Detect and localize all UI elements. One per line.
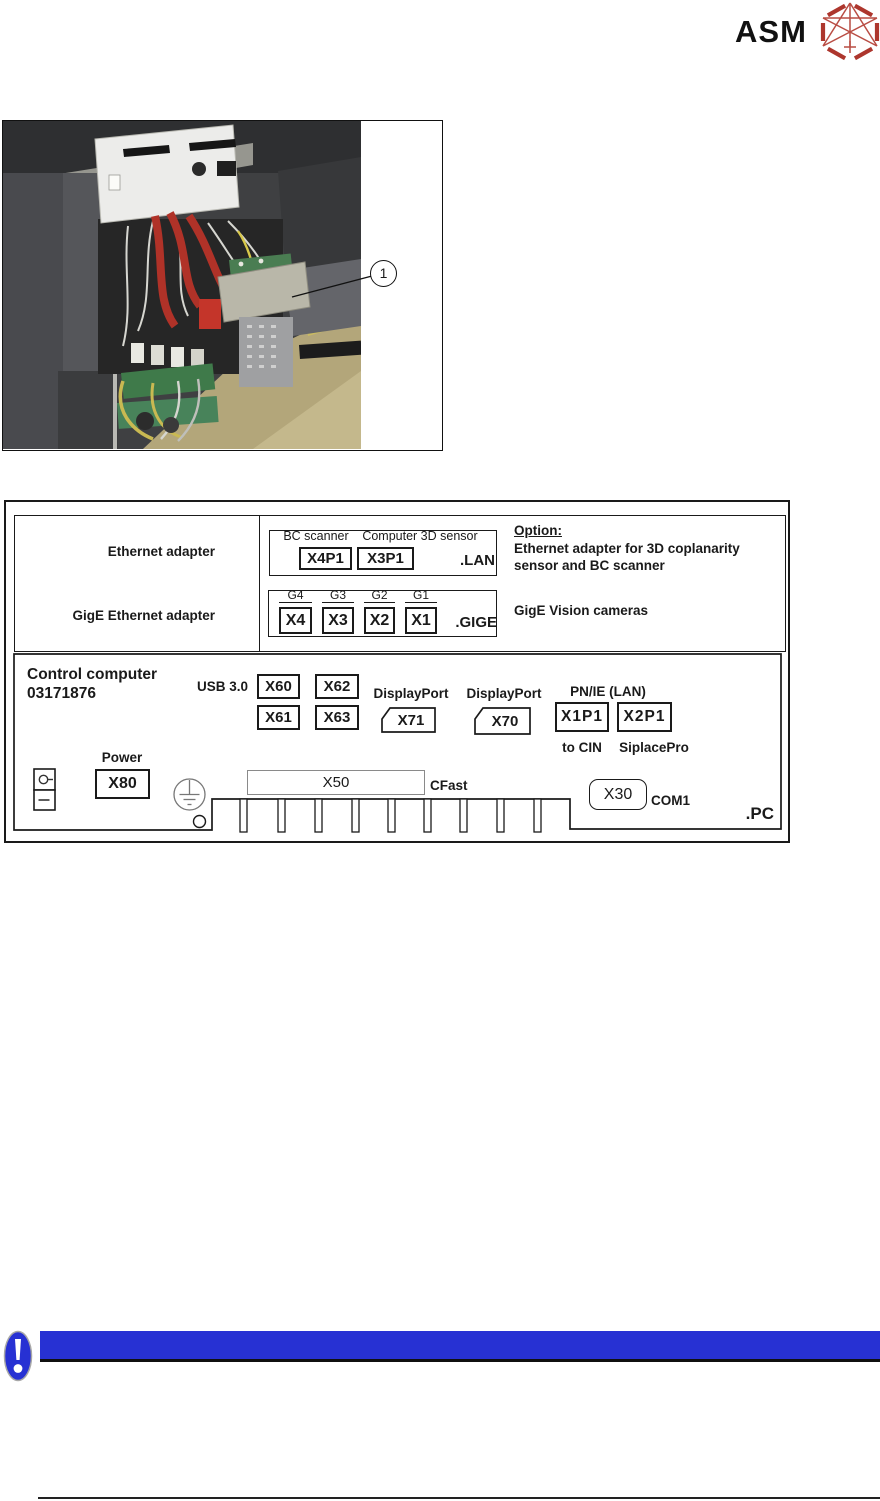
notice-banner-bar <box>40 1331 880 1362</box>
option-title: Option: <box>514 523 562 538</box>
callout-1-marker <box>370 260 397 287</box>
option-description <box>514 522 740 575</box>
footer-rule <box>38 1497 880 1499</box>
usb-label: USB 3.0 <box>197 679 249 694</box>
g2-label: G2 <box>364 590 395 603</box>
port-x71: X71 <box>397 711 425 729</box>
bc-scanner-label: BC scanner <box>283 529 349 543</box>
port-x50: X50 <box>247 770 425 795</box>
option-line1: Ethernet adapter for 3D coplanarity <box>514 540 740 556</box>
cfast-label: CFast <box>430 778 468 793</box>
port-x70: X70 <box>491 712 519 730</box>
port-x2: X2 <box>364 607 395 634</box>
control-computer-name: Control computer <box>27 666 158 683</box>
port-x4p1: X4P1 <box>299 547 352 570</box>
asm-logo-text: ASM <box>735 14 807 49</box>
port-x62: X62 <box>315 674 359 699</box>
pc-suffix-label: .PC <box>745 804 774 823</box>
mandatory-action-icon <box>2 1330 36 1383</box>
port-x80: X80 <box>95 769 150 799</box>
lan-suffix-label: .LAN <box>460 552 495 569</box>
card-slots <box>240 799 541 832</box>
siplacepro-label: SiplacePro <box>619 740 689 755</box>
callout-1-label: 1 <box>379 265 388 281</box>
computer-3d-sensor-label: Computer 3D sensor <box>362 529 478 543</box>
machine-photo-figure <box>2 120 443 451</box>
g4-label: G4 <box>279 590 312 603</box>
option-line2: sensor and BC scanner <box>514 558 665 573</box>
port-x1: X1 <box>405 607 437 634</box>
displayport1-label: DisplayPort <box>373 686 449 701</box>
control-computer-number: 03171876 <box>27 685 96 702</box>
port-x30: X30 <box>589 779 647 810</box>
ground-icon <box>174 779 205 810</box>
port-x3: X3 <box>322 607 354 634</box>
gige-adapter-label: GigE Ethernet adapter <box>72 608 215 623</box>
power-switch-icon <box>34 769 55 810</box>
g3-label: G3 <box>322 590 354 603</box>
to-cin-label: to CIN <box>562 740 602 755</box>
ethernet-adapter-label: Ethernet adapter <box>107 544 215 559</box>
connector-diagram <box>4 500 790 843</box>
gige-suffix-label: .GIGE <box>455 614 497 631</box>
pnie-label: PN/IE (LAN) <box>570 684 646 699</box>
port-x1p1: X1P1 <box>555 702 609 732</box>
screw-hole-icon <box>194 816 206 828</box>
port-x60: X60 <box>257 674 300 699</box>
gige-description: GigE Vision cameras <box>514 603 649 618</box>
asm-hexagon-logo-icon <box>818 1 880 63</box>
g1-label: G1 <box>405 590 437 603</box>
port-x63: X63 <box>315 705 359 730</box>
power-label: Power <box>101 750 143 765</box>
displayport2-label: DisplayPort <box>466 686 542 701</box>
port-x4: X4 <box>279 607 312 634</box>
port-x61: X61 <box>257 705 300 730</box>
port-x2p1: X2P1 <box>617 702 672 732</box>
port-x3p1: X3P1 <box>357 547 414 570</box>
control-computer-title <box>27 665 157 703</box>
com1-label: COM1 <box>651 793 691 808</box>
